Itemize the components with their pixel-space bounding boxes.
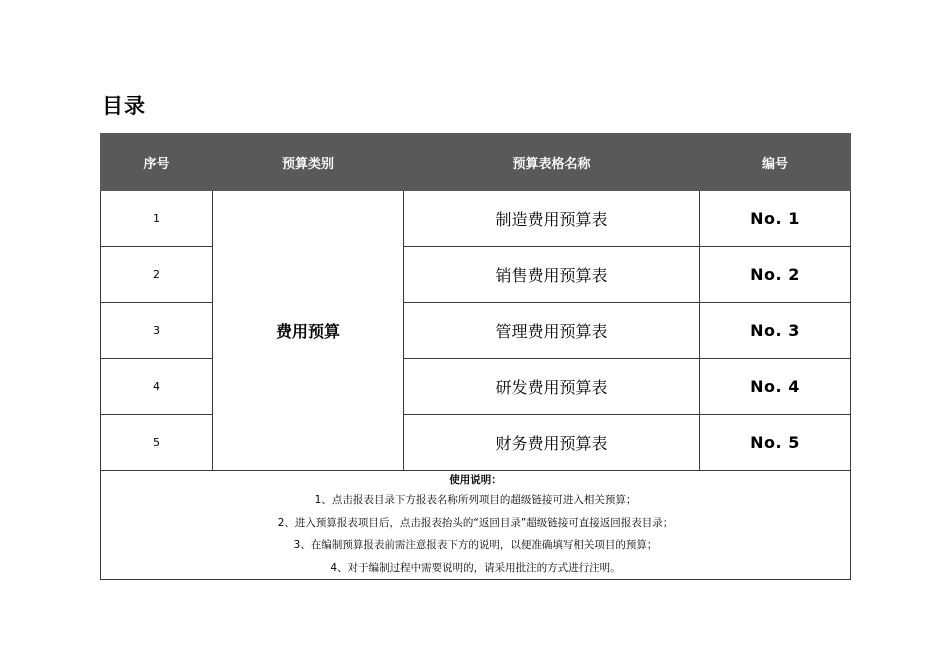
row-index: 5 <box>101 415 213 471</box>
sheet-code: No. 4 <box>700 359 851 415</box>
note-item: 4、对于编制过程中需要说明的，请采用批注的方式进行注明。 <box>330 561 621 574</box>
notes-title: 使用说明： <box>449 474 502 486</box>
sheet-code: No. 5 <box>700 415 851 471</box>
sheet-code: No. 1 <box>700 191 851 247</box>
row-index: 3 <box>101 303 213 359</box>
category-cell: 费用预算 <box>213 191 404 471</box>
budget-sheet-link[interactable]: 管理费用预算表 <box>404 303 700 359</box>
sheet-code: No. 3 <box>700 303 851 359</box>
usage-notes <box>101 471 851 580</box>
row-index: 1 <box>101 191 213 247</box>
header-category: 预算类别 <box>213 134 404 191</box>
budget-sheet-link[interactable]: 研发费用预算表 <box>404 359 700 415</box>
note-item: 1、点击报表目录下方报表名称所列项目的超级链接可进入相关预算； <box>314 494 637 506</box>
note-item: 2、进入预算报表项目后，点击报表抬头的“返回目录”超级链接可直接返回报表目录； <box>277 516 674 529</box>
budget-sheet-link[interactable]: 制造费用预算表 <box>404 191 700 247</box>
notes-row <box>101 471 851 580</box>
budget-sheet-link[interactable]: 销售费用预算表 <box>404 247 700 303</box>
budget-sheet-link[interactable]: 财务费用预算表 <box>404 415 700 471</box>
table-header-row <box>101 134 851 191</box>
table-row <box>101 191 851 247</box>
header-name: 预算表格名称 <box>404 134 700 191</box>
page-title: 目录 <box>102 94 146 118</box>
header-index: 序号 <box>101 134 213 191</box>
budget-toc-table <box>100 133 851 580</box>
sheet-code: No. 2 <box>700 247 851 303</box>
row-index: 2 <box>101 247 213 303</box>
note-item: 3、在编制预算报表前需注意报表下方的说明，以便准确填写相关项目的预算； <box>293 539 658 551</box>
row-index: 4 <box>101 359 213 415</box>
header-code: 编号 <box>700 134 851 191</box>
